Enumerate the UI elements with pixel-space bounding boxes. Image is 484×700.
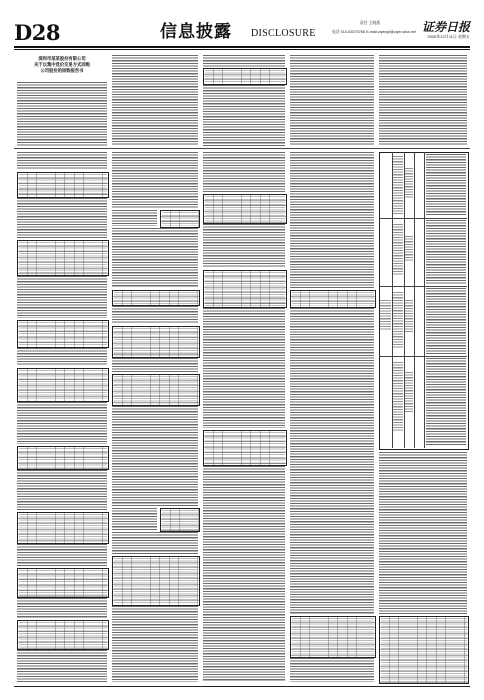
data-table [17, 368, 109, 402]
article-text-block [112, 606, 198, 682]
data-table [17, 512, 109, 544]
table-rule [379, 218, 467, 219]
newspaper-logo: 证券日报 [421, 20, 470, 34]
table-cell-text [393, 156, 403, 214]
article-text-block [112, 406, 198, 506]
lead-article-title-3: 公司股份的回购报告书 [40, 69, 84, 74]
table-rule [379, 356, 467, 357]
data-table [203, 68, 287, 85]
article-text-block [17, 470, 107, 510]
article-text-block [17, 198, 107, 238]
section-title-english: DISCLOSURE [251, 28, 316, 39]
article-text-block [203, 85, 285, 146]
article-text-block [17, 82, 107, 146]
table-cell-text [405, 300, 413, 332]
table-cell-text [405, 236, 413, 262]
article-text-block [17, 650, 107, 682]
data-table [160, 210, 200, 228]
data-table [112, 290, 200, 306]
data-table [290, 616, 376, 658]
article-text-block [379, 55, 467, 146]
table-rule [379, 286, 467, 287]
article-text-block [203, 308, 285, 428]
article-text-block [17, 544, 107, 566]
contact-line: 电话 010-63070766 E-mail:zqrbxpl@zqrb.sina.net [332, 30, 416, 34]
table-cell-text [393, 224, 403, 276]
article-text-block [17, 152, 107, 170]
page-number: D28 [14, 20, 60, 45]
data-table [17, 446, 109, 470]
table-cell-text [426, 220, 466, 284]
article-text-block [17, 348, 107, 366]
article-text-block [203, 55, 285, 67]
masthead [14, 18, 470, 48]
article-text-block [17, 598, 107, 618]
editor-line: 责任 王晓燕 [360, 21, 381, 25]
data-table [17, 172, 109, 198]
table-cell-text [380, 300, 391, 330]
masthead-rule-thin [14, 49, 470, 50]
article-text-block [290, 152, 374, 288]
article-text-block [17, 276, 107, 318]
article-text-block [112, 532, 198, 554]
article-text-block [112, 210, 157, 226]
article-text-block [379, 452, 467, 614]
table-cell-text [405, 372, 413, 412]
data-table [290, 290, 376, 308]
article-text-block [17, 402, 107, 444]
table-cell-text [393, 362, 403, 432]
section-divider [14, 148, 470, 149]
table-cell-text [426, 288, 466, 354]
lead-article-header [17, 55, 107, 81]
masthead-rule [14, 46, 470, 48]
table-cell-text [405, 168, 413, 198]
data-table [203, 270, 287, 308]
article-text-block [290, 55, 374, 146]
date-line: 2020年12月11日 星期五 [427, 34, 470, 39]
data-table [17, 320, 109, 348]
article-text-block [112, 152, 198, 208]
table-cell-text [393, 292, 403, 348]
article-text-block [112, 228, 198, 288]
table-rule [424, 152, 425, 448]
article-text-block [203, 466, 285, 682]
data-table [17, 568, 109, 598]
lead-article-title-2: 关于以集中竞价交易方式回购 [34, 63, 90, 68]
data-table [203, 430, 287, 466]
article-text-block [290, 308, 374, 614]
article-text-block [112, 55, 198, 146]
article-text-block [203, 152, 285, 192]
page-bottom-rule [14, 686, 470, 687]
article-text-block [112, 306, 198, 324]
data-table [17, 240, 109, 276]
section-title: 信息披露 [160, 22, 232, 42]
article-text-block [112, 508, 157, 530]
article-text-block [290, 658, 374, 682]
data-table [17, 620, 109, 650]
data-table [379, 616, 469, 684]
data-table [112, 374, 200, 406]
data-table [112, 326, 200, 358]
data-table [203, 194, 287, 224]
article-text-block [112, 358, 198, 372]
lead-article-title-1: 深圳市某某股份有限公司 [38, 57, 86, 62]
table-cell-text [426, 358, 466, 446]
article-text-block [203, 224, 285, 268]
table-rule [414, 152, 415, 448]
table-cell-text [426, 154, 466, 216]
data-table [112, 556, 200, 606]
data-table [160, 508, 200, 532]
